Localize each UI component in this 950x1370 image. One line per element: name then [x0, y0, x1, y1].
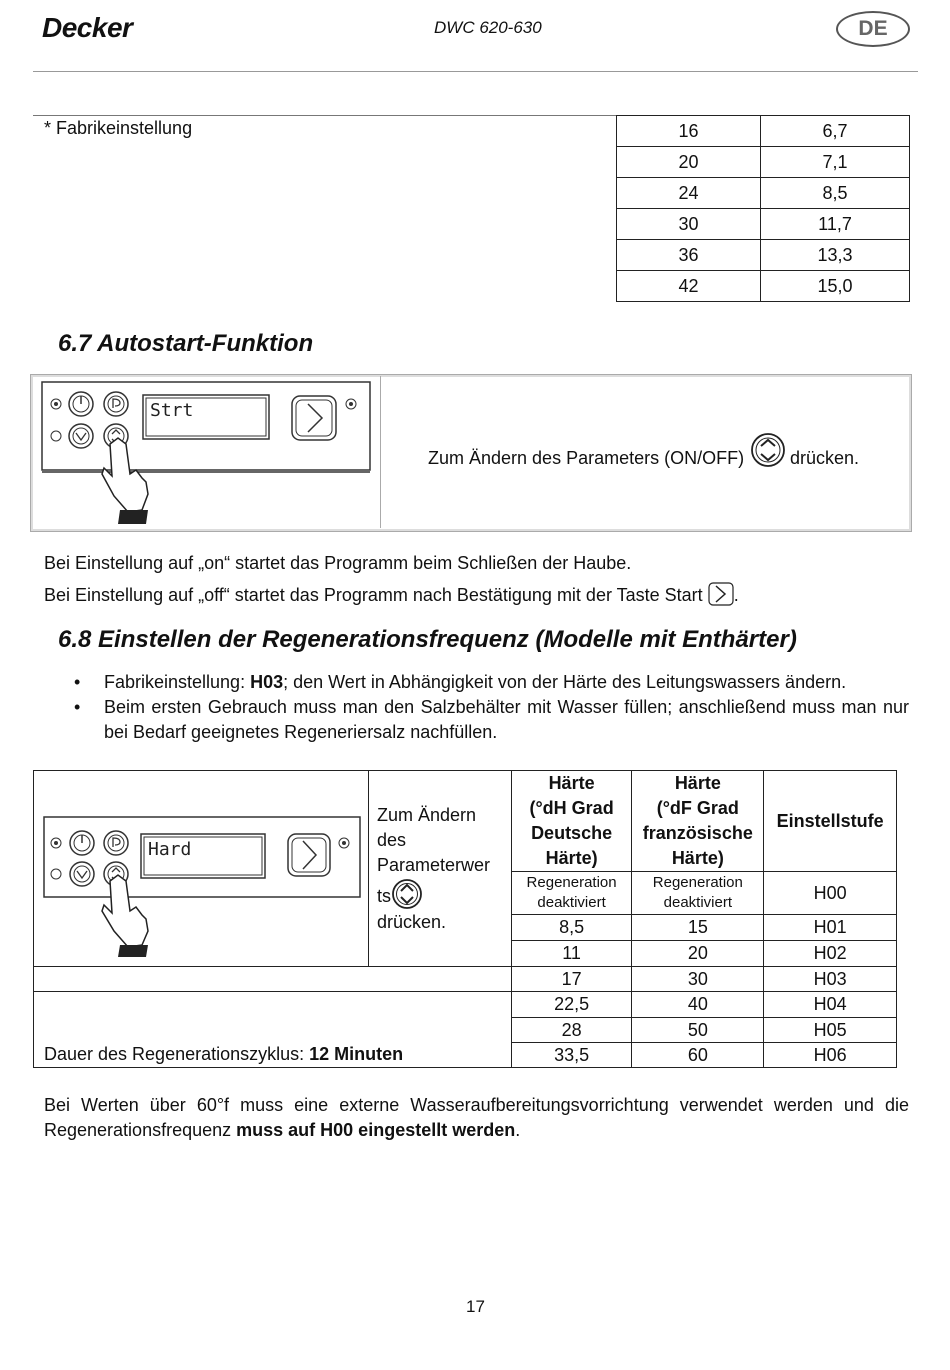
table-row: [617, 178, 910, 209]
instruction-line: drücken.: [376, 911, 446, 932]
table-row: [617, 271, 910, 302]
autostart-off-text: [44, 582, 739, 606]
language-badge: DE: [836, 11, 910, 47]
table-cell: H04: [764, 992, 897, 1018]
table-cell: 30: [617, 209, 761, 240]
autostart-off-label: Bei Einstellung auf „off“ startet das Programm nach Bestätigung mit der Taste Start: [44, 585, 703, 605]
table-cell: H05: [764, 1018, 897, 1043]
table-cell: H06: [764, 1043, 897, 1068]
hardness-conversion-table: [616, 115, 910, 302]
table-cell: 50: [632, 1018, 764, 1043]
up-down-icon: [391, 878, 423, 910]
header-line: Deutsche: [531, 823, 613, 843]
table-cell: 7,1: [761, 147, 910, 178]
instruction-line: des: [376, 829, 406, 850]
model-label: DWC 620-630: [434, 18, 542, 37]
table-cell: 6,7: [761, 116, 910, 147]
cell-line: Regeneration: [652, 874, 743, 891]
header-line: (°dF Grad: [656, 798, 739, 818]
table-cell: 42: [617, 271, 761, 302]
header-line: Härte): [545, 848, 598, 868]
table-cell: 8,5: [761, 178, 910, 209]
table-cell: 24: [617, 178, 761, 209]
list-item: • Beim ersten Gebrauch muss man den Salzbehälter mit Wasser füllen; anschließend muss man nur bei Bedarf geeignetes Regeneriersalz nachfüllen.: [74, 697, 909, 742]
duration-value: 12 Minuten: [309, 1044, 404, 1064]
bullet-text: ; den Wert in Abhängigkeit von der Härte des Leitungswassers ändern.: [283, 672, 847, 692]
bullet-text: Beim ersten Gebrauch muss man den Salzbehälter mit Wasser füllen; anschließend muss man nur bei Bedarf geeignetes Regeneriersalz nachfüllen.: [104, 697, 909, 742]
instruction-line: Zum Ändern: [376, 804, 476, 825]
start-arrow-icon: [708, 582, 734, 606]
table-cell: 13,3: [761, 240, 910, 271]
table-cell: H01: [764, 915, 897, 941]
table-row: [34, 992, 897, 1018]
table-cell: 20: [617, 147, 761, 178]
table-cell: 28: [511, 1018, 632, 1043]
autostart-instruction: Zum Ändern des Parameters (ON/OFF): [428, 448, 745, 468]
table-row: [617, 116, 910, 147]
table-cell: 17: [511, 967, 632, 992]
table-cell: 8,5: [511, 915, 632, 941]
table-cell: 11: [511, 941, 632, 967]
header-level: Einstellstufe: [764, 771, 897, 872]
display-text: Strt: [150, 400, 194, 421]
table-cell: [511, 872, 632, 915]
header-line: französische: [642, 823, 753, 843]
note-text: .: [515, 1120, 521, 1140]
table-row: [34, 771, 897, 872]
cell-line: deaktiviert: [537, 894, 606, 911]
header-line: Härte): [671, 848, 724, 868]
duration-label: Dauer des Regenerationszyklus:: [44, 1044, 310, 1064]
table-cell: H02: [764, 941, 897, 967]
header-df: [632, 771, 764, 872]
table-cell: 30: [632, 967, 764, 992]
autostart-instruction-end: drücken.: [790, 448, 860, 468]
table-cell: 11,7: [761, 209, 910, 240]
display-text: Hard: [147, 838, 192, 860]
header-line: Härte: [674, 773, 721, 793]
table-cell: H03: [764, 967, 897, 992]
table-cell: 15,0: [761, 271, 910, 302]
instruction-line: ts: [376, 885, 391, 906]
regeneration-instruction: [368, 771, 511, 967]
instruction-line: Parameterwer: [376, 854, 490, 875]
bullet-bold: H03: [250, 672, 284, 692]
header-line: (°dH Grad: [529, 798, 614, 818]
panel-image-cell: [34, 771, 369, 967]
list-item: • Fabrikeinstellung: H03; den Wert in Abhängigkeit von der Härte des Leitungswassers ändern.: [74, 672, 847, 692]
brand-logo: Decker: [42, 12, 133, 43]
table-cell: 16: [617, 116, 761, 147]
table-cell: H00: [764, 872, 897, 915]
note-bold: muss auf H00 eingestellt werden: [236, 1120, 516, 1140]
note-text: Bei Werten über 60°f muss eine externe Wasseraufbereitungsvorrichtung verwendet werden und die Regenerationsfrequenz: [44, 1095, 909, 1140]
section-heading-regeneration: 6.8 Einstellen der Regenerationsfrequenz (Modelle mit Enthärter): [58, 626, 797, 653]
table-cell: 33,5: [511, 1043, 632, 1068]
header-divider: [33, 71, 918, 72]
note-divider: [33, 115, 616, 116]
header-dh: [511, 771, 632, 872]
table-row: [34, 967, 897, 992]
table-row: [617, 209, 910, 240]
table-cell: 40: [632, 992, 764, 1018]
cell-line: Regeneration: [526, 874, 617, 891]
table-row: [617, 240, 910, 271]
table-cell: [34, 967, 512, 992]
autostart-on-text: Bei Einstellung auf „on“ startet das Programm beim Schließen der Haube.: [44, 553, 632, 573]
table-cell: 20: [632, 941, 764, 967]
header-line: Härte: [548, 773, 595, 793]
bullet-text: Fabrikeinstellung:: [104, 672, 251, 692]
table-row: [617, 147, 910, 178]
factory-note: * Fabrikeinstellung: [44, 118, 193, 138]
table-cell: [632, 872, 764, 915]
control-panel-illustration: [38, 378, 374, 526]
table-cell: 60: [632, 1043, 764, 1068]
cell-line: deaktiviert: [663, 894, 733, 911]
control-panel-illustration: [36, 779, 366, 959]
page-number: 17: [466, 1297, 485, 1316]
duration-cell: [34, 992, 512, 1068]
table-cell: 36: [617, 240, 761, 271]
table-cell: 15: [632, 915, 764, 941]
table-cell: 22,5: [511, 992, 632, 1018]
figure-divider: [380, 376, 381, 528]
h00-note: [44, 1093, 909, 1143]
regeneration-table: [33, 770, 897, 1068]
regeneration-bullets: [44, 670, 909, 745]
period: .: [733, 585, 739, 605]
section-heading-autostart: 6.7 Autostart-Funktion: [58, 330, 314, 357]
up-down-icon: [750, 432, 786, 468]
